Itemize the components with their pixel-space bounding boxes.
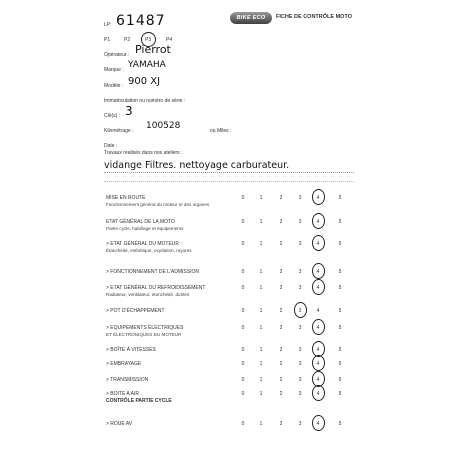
score-option-3: 3 bbox=[298, 347, 302, 353]
score-selected-circle bbox=[312, 319, 325, 335]
score-option-0: 0 bbox=[241, 285, 245, 291]
score-option-0: 0 bbox=[241, 361, 245, 367]
score-option-4: 4 bbox=[316, 325, 320, 331]
score-option-5: 5 bbox=[338, 285, 342, 291]
row-title: > EQUIPEMENTS ÉLECTRIQUES bbox=[106, 325, 184, 331]
score-option-3: 3 bbox=[298, 308, 302, 314]
score-option-2: 2 bbox=[279, 325, 283, 331]
score-option-1: 1 bbox=[259, 325, 263, 331]
score-option-5: 5 bbox=[338, 241, 342, 247]
marque-label: Marque : bbox=[104, 67, 124, 73]
marque-value: YAMAHA bbox=[128, 60, 166, 70]
section-partie-cycle: CONTRÔLE PARTIE CYCLE bbox=[106, 398, 172, 404]
score-option-3: 3 bbox=[298, 269, 302, 275]
score-selected-circle bbox=[312, 385, 325, 401]
travaux-line-2 bbox=[104, 181, 354, 182]
position-p4: P4 bbox=[166, 37, 173, 43]
score-option-5: 5 bbox=[338, 269, 342, 275]
score-option-1: 1 bbox=[259, 269, 263, 275]
score-option-4: 4 bbox=[316, 195, 320, 201]
modele-label: Modèle : bbox=[104, 83, 124, 89]
score-option-5: 5 bbox=[338, 377, 342, 383]
score-option-4: 4 bbox=[316, 269, 320, 275]
travaux-value: vidange Filtres. nettoyage carburateur. bbox=[104, 160, 290, 171]
row-label bbox=[106, 377, 148, 383]
score-selected-circle bbox=[312, 279, 325, 295]
score-option-2: 2 bbox=[279, 377, 283, 383]
row-label bbox=[106, 219, 183, 231]
score-option-0: 0 bbox=[241, 195, 245, 201]
row-title: > TRANSMISSION bbox=[106, 377, 149, 383]
score-option-3: 3 bbox=[298, 325, 302, 331]
score-selected-circle bbox=[312, 213, 325, 229]
row-title: MISE EN ROUTE bbox=[106, 195, 146, 201]
score-option-4: 4 bbox=[316, 241, 320, 247]
score-option-0: 0 bbox=[241, 219, 245, 225]
score-option-1: 1 bbox=[259, 308, 263, 314]
score-option-5: 5 bbox=[338, 391, 342, 397]
score-selected-circle bbox=[294, 302, 307, 318]
cles-value: 3 bbox=[125, 104, 133, 118]
position-p2: P2 bbox=[124, 37, 131, 43]
score-selected-circle bbox=[312, 355, 325, 371]
score-option-0: 0 bbox=[241, 241, 245, 247]
score-option-0: 0 bbox=[241, 391, 245, 397]
score-selected-circle bbox=[312, 189, 325, 205]
row-title: > FONCTIONNEMENT DE L'ADMISSION bbox=[106, 269, 199, 275]
score-option-2: 2 bbox=[279, 269, 283, 275]
score-option-4: 4 bbox=[316, 285, 320, 291]
row-title: > BOÎTE À VITESSES bbox=[106, 347, 156, 353]
score-option-1: 1 bbox=[259, 195, 263, 201]
travaux-label: Travaux réalisés dans nos ateliers : bbox=[104, 150, 183, 156]
row-title: > POT D'ÉCHAPPEMENT bbox=[106, 308, 165, 314]
score-option-5: 5 bbox=[338, 195, 342, 201]
score-selected-circle bbox=[312, 235, 325, 251]
score-option-0: 0 bbox=[241, 325, 245, 331]
score-option-5: 5 bbox=[338, 219, 342, 225]
row-subtitle: Étanchéité, esthétique, oxydation, rayures bbox=[106, 248, 192, 253]
row-subtitle: Partie cycle, habillage et équipements bbox=[106, 226, 184, 231]
sheet-title: FICHE DE CONTRÔLE MOTO bbox=[276, 14, 352, 20]
row-label bbox=[106, 347, 156, 353]
score-option-3: 3 bbox=[298, 377, 302, 383]
position-p1: P1 bbox=[104, 37, 111, 43]
score-option-2: 2 bbox=[279, 347, 283, 353]
row-label bbox=[106, 195, 209, 207]
score-selected-circle bbox=[312, 415, 325, 431]
score-option-1: 1 bbox=[259, 361, 263, 367]
score-option-5: 5 bbox=[338, 325, 342, 331]
score-option-0: 0 bbox=[241, 421, 245, 427]
travaux-line bbox=[104, 172, 354, 173]
score-option-4: 4 bbox=[316, 361, 320, 367]
kilometrage-label: Kilométrage : bbox=[104, 128, 134, 134]
score-selected-circle bbox=[312, 263, 325, 279]
position-p3: P3 bbox=[145, 37, 152, 43]
score-option-5: 5 bbox=[338, 347, 342, 353]
row-label bbox=[106, 421, 132, 427]
lp-label: LP: bbox=[104, 22, 112, 28]
score-option-2: 2 bbox=[279, 308, 283, 314]
kilometrage-value: 100528 bbox=[146, 121, 181, 131]
score-option-1: 1 bbox=[259, 219, 263, 225]
score-option-3: 3 bbox=[298, 219, 302, 225]
score-option-0: 0 bbox=[241, 347, 245, 353]
score-option-0: 0 bbox=[241, 308, 245, 314]
score-option-0: 0 bbox=[241, 377, 245, 383]
score-option-4: 4 bbox=[316, 219, 320, 225]
row-title: > ETAT GÉNÉRAL DU MOTEUR bbox=[106, 241, 180, 247]
score-option-1: 1 bbox=[259, 285, 263, 291]
row-title: > EMBRAYAGE bbox=[106, 361, 142, 367]
score-option-4: 4 bbox=[316, 308, 320, 314]
score-option-4: 4 bbox=[316, 421, 320, 427]
score-option-2: 2 bbox=[279, 219, 283, 225]
score-option-3: 3 bbox=[298, 391, 302, 397]
row-title: ETAT GÉNÉRAL DE LA MOTO bbox=[106, 219, 175, 225]
miles-label: ou Miles : bbox=[210, 128, 232, 134]
score-option-5: 5 bbox=[338, 421, 342, 427]
date-label: Date : bbox=[104, 143, 118, 149]
operateur-label: Opérateur : bbox=[104, 52, 130, 58]
score-option-4: 4 bbox=[316, 347, 320, 353]
row-subtitle: ET ÉLECTRONIQUES DU MOTEUR bbox=[106, 332, 182, 337]
score-option-2: 2 bbox=[279, 421, 283, 427]
score-option-2: 2 bbox=[279, 285, 283, 291]
row-label bbox=[106, 269, 199, 275]
score-option-3: 3 bbox=[298, 195, 302, 201]
score-option-1: 1 bbox=[259, 391, 263, 397]
row-label bbox=[106, 391, 139, 397]
row-label bbox=[106, 308, 165, 314]
score-option-4: 4 bbox=[316, 391, 320, 397]
row-label bbox=[106, 241, 192, 253]
score-option-4: 4 bbox=[316, 377, 320, 383]
row-title: > ETAT GÉNÉRAL DU REFROIDISSEMENT bbox=[106, 285, 206, 291]
score-option-3: 3 bbox=[298, 361, 302, 367]
score-option-5: 5 bbox=[338, 308, 342, 314]
score-option-3: 3 bbox=[298, 285, 302, 291]
score-option-1: 1 bbox=[259, 421, 263, 427]
operateur-value: Pierrot bbox=[135, 43, 171, 56]
score-option-1: 1 bbox=[259, 347, 263, 353]
cles-label: Clé(s) : bbox=[104, 113, 121, 119]
score-option-5: 5 bbox=[338, 361, 342, 367]
row-label bbox=[106, 285, 205, 297]
row-label bbox=[106, 325, 183, 337]
modele-value: 900 XJ bbox=[128, 76, 161, 87]
score-option-2: 2 bbox=[279, 241, 283, 247]
score-option-2: 2 bbox=[279, 361, 283, 367]
lp-value: 61487 bbox=[116, 13, 166, 29]
row-label bbox=[106, 361, 141, 367]
score-option-3: 3 bbox=[298, 421, 302, 427]
score-option-3: 3 bbox=[298, 241, 302, 247]
score-option-0: 0 bbox=[241, 269, 245, 275]
immatriculation-label: Immatriculation ou numéro de série : bbox=[104, 98, 186, 104]
row-title: > BOITE A AIR bbox=[106, 391, 139, 397]
score-option-1: 1 bbox=[259, 241, 263, 247]
row-title: > ROUE AV bbox=[106, 421, 133, 427]
score-option-2: 2 bbox=[279, 391, 283, 397]
score-option-1: 1 bbox=[259, 377, 263, 383]
score-option-2: 2 bbox=[279, 195, 283, 201]
row-subtitle: Fonctionnement général du moteur et des organes bbox=[106, 202, 210, 207]
bike-eco-logo: BIKE ECO bbox=[230, 12, 272, 24]
row-subtitle: Radiateur, ventilateur, étanchéité, durites bbox=[106, 292, 190, 297]
